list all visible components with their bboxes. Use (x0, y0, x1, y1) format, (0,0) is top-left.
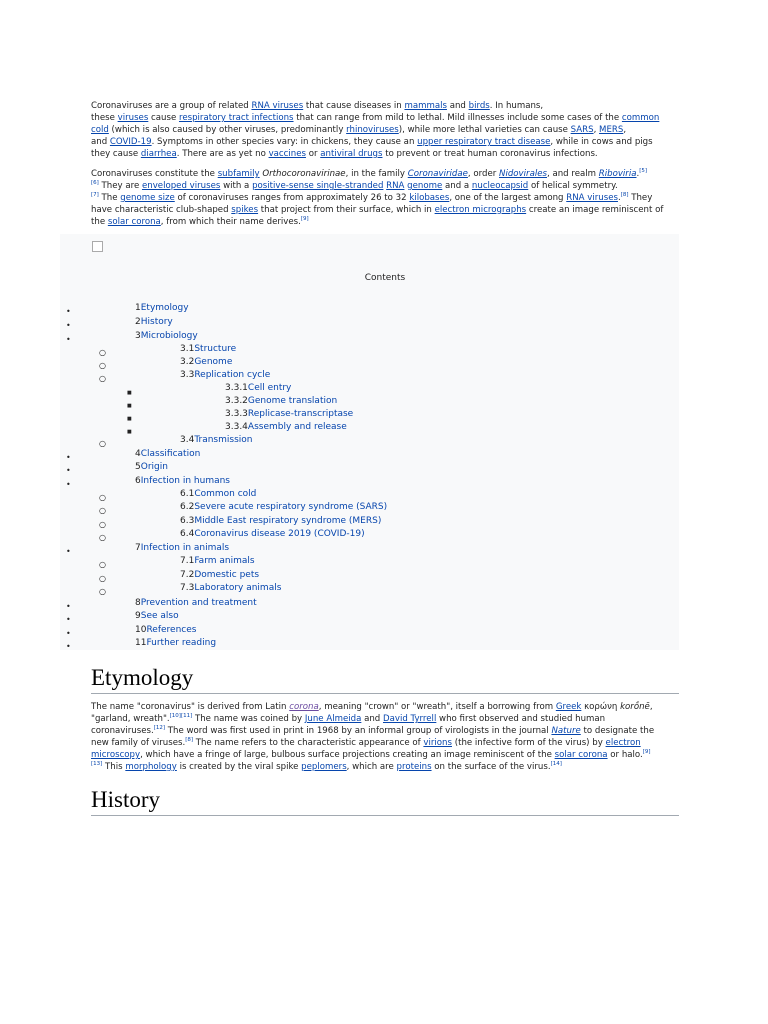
link-june-almeida[interactable]: June Almeida (304, 714, 362, 724)
toc-number: 6.2 (180, 502, 195, 512)
toc-link[interactable] (180, 489, 256, 499)
toc-number: 2 (135, 317, 141, 327)
text: Coronaviruses are a group of related (91, 101, 252, 111)
text: κορώνη (581, 702, 621, 712)
toc-link[interactable] (225, 422, 347, 432)
toc-label: Farm animals (194, 556, 255, 566)
toc-link[interactable] (180, 556, 255, 566)
link-respiratory-tract-infections[interactable]: respiratory tract infections (178, 113, 294, 123)
text: that cause diseases in (303, 101, 405, 111)
toc-bullet: • (66, 547, 71, 556)
toc-link[interactable] (225, 383, 291, 393)
text: . There are as yet no (176, 149, 269, 159)
toc-item[interactable] (180, 489, 256, 499)
text: of helical symmetry. (528, 181, 618, 191)
toc-label: Coronavirus disease 2019 (COVID-19) (194, 529, 365, 539)
link-covid-19[interactable]: COVID-19 (109, 137, 152, 147)
toc-number: 6 (135, 476, 141, 486)
toc-number: 6.1 (180, 489, 195, 499)
toc-toggle-checkbox[interactable] (92, 241, 103, 252)
text: . Symptoms in other species vary: in chickens, they cause an (151, 137, 418, 147)
toc-number: 7.2 (180, 570, 195, 580)
toc-link[interactable] (135, 317, 173, 327)
link-greek[interactable]: Greek (555, 702, 582, 712)
text: , one of the largest among (449, 193, 567, 203)
link-riboviria[interactable] (599, 169, 637, 179)
link-rna-viruses-2[interactable]: RNA viruses (566, 193, 618, 203)
link-enveloped-viruses[interactable]: enveloped viruses (141, 181, 221, 191)
toc-number: 3.4 (180, 435, 195, 445)
toc-label: Microbiology (140, 331, 198, 341)
toc-item[interactable] (180, 502, 387, 512)
toc-number: 8 (135, 598, 141, 608)
text: The word was first used in print in 1968 by an informal group of virologists in the journal (165, 726, 552, 736)
text: and (361, 714, 383, 724)
toc-item[interactable] (135, 331, 198, 341)
text: , order (467, 169, 500, 179)
text: and (91, 137, 110, 147)
text: , and realm (547, 169, 599, 179)
toc-label: Classification (140, 449, 201, 459)
toc-item[interactable] (180, 570, 259, 580)
toc-item[interactable] (225, 409, 353, 419)
link-nature[interactable] (551, 726, 580, 736)
text: , (593, 125, 600, 135)
toc-item[interactable] (180, 435, 252, 445)
toc-link[interactable] (180, 344, 236, 354)
link-genome[interactable]: genome (407, 181, 443, 191)
text: to prevent or treat human coronavirus infections. (382, 149, 598, 159)
toc-bullet: ○ (99, 348, 106, 357)
link-rna-viruses[interactable]: RNA viruses (251, 101, 304, 111)
toc-background-margin (60, 234, 91, 650)
toc-label: Genome (194, 357, 233, 367)
text: that can range from mild to lethal. Mild illnesses include some cases of the (293, 113, 622, 123)
text: have characteristic club-shaped (91, 205, 232, 215)
citation-8[interactable]: [8] (620, 192, 629, 199)
text: cause (148, 113, 179, 123)
toc-number: 3.3.3 (225, 409, 248, 419)
toc-label: Origin (140, 462, 168, 472)
toc-bullet: • (66, 629, 71, 638)
text: or halo. (607, 750, 643, 760)
toc-number: 7.1 (180, 556, 195, 566)
toc-item[interactable] (135, 638, 216, 648)
text: They are (98, 181, 142, 191)
toc-item[interactable] (180, 344, 236, 354)
text: , from which their name derives. (160, 217, 301, 227)
text: , (623, 125, 627, 135)
text: of coronaviruses ranges from approximately 26 to 32 (174, 193, 410, 203)
toc-link[interactable] (180, 516, 381, 526)
link-common-cold-2[interactable]: cold (91, 125, 109, 135)
citation-12[interactable]: [12] (153, 725, 166, 732)
toc-label: Laboratory animals (194, 583, 282, 593)
toc-item[interactable] (180, 529, 365, 539)
citation-6[interactable]: [6] (91, 180, 99, 187)
text: , which have a fringe of large, bulbous surface projections creating an image reminiscent of the (140, 750, 555, 760)
text: , meaning "crown" or "wreath", itself a borrowing from (318, 702, 556, 712)
link-nucleocapsid[interactable]: nucleocapsid (471, 181, 529, 191)
citation-10-11[interactable]: [10][11] (169, 713, 193, 720)
citation-13[interactable]: [13] (91, 761, 103, 768)
toc-item[interactable] (135, 303, 189, 313)
toc-number: 3.3 (180, 370, 195, 380)
text: with a (220, 181, 253, 191)
word-korone: korṓnē (620, 702, 650, 712)
etymology-paragraph (91, 701, 679, 773)
toc-label: Common cold (194, 489, 257, 499)
link-mers[interactable]: MERS (599, 125, 624, 135)
taxon-riboviria: Riboviria (598, 169, 637, 179)
toc-item[interactable] (180, 516, 381, 526)
link-diarrhea[interactable]: diarrhea (140, 149, 177, 159)
toc-label: Infection in humans (140, 476, 230, 486)
text: The name "coronavirus" is derived from Latin (91, 702, 290, 712)
toc-link[interactable] (135, 638, 216, 648)
text: Coronaviruses constitute the (91, 169, 218, 179)
toc-label: Infection in animals (140, 543, 230, 553)
link-coronaviridae[interactable] (408, 169, 468, 179)
toc-item[interactable] (225, 383, 291, 393)
toc-link[interactable] (135, 543, 229, 553)
toc-number: 3.3.4 (225, 422, 248, 432)
toc-number: 10 (135, 625, 147, 635)
toc-label: Severe acute respiratory syndrome (SARS) (194, 502, 388, 512)
toc-bullet: ○ (99, 574, 106, 583)
citation-7[interactable]: [7] (91, 192, 99, 199)
link-peplomers[interactable]: peplomers (301, 762, 347, 772)
toc-bullet: ■ (127, 403, 132, 409)
toc-title: Contents (364, 273, 406, 283)
word-corona: corona (289, 702, 319, 712)
toc-item[interactable] (135, 476, 230, 486)
toc-link[interactable] (135, 303, 189, 313)
toc-bullet: ○ (99, 560, 106, 569)
text: , (649, 702, 653, 712)
text: these (91, 113, 118, 123)
text: . (617, 193, 621, 203)
link-upper-respiratory-tract-disease[interactable]: upper respiratory tract disease (417, 137, 551, 147)
text: that project from their surface, which in (258, 205, 435, 215)
toc-link[interactable] (135, 476, 230, 486)
toc-label: Etymology (140, 303, 189, 313)
toc-link[interactable] (225, 409, 353, 419)
citation-5[interactable]: [5] (639, 168, 648, 175)
toc-link[interactable] (180, 583, 281, 593)
toc-item[interactable] (135, 317, 173, 327)
toc-number: 5 (135, 462, 141, 472)
toc-number: 9 (135, 611, 141, 621)
taxon-orthocoronavirinae: Orthocoronavirinae (262, 169, 346, 179)
link-virions[interactable]: virions (423, 738, 452, 748)
toc-item[interactable] (135, 462, 168, 472)
toc-number: 3.1 (180, 344, 195, 354)
link-sars[interactable]: SARS (570, 125, 594, 135)
text: , while in cows and pigs (550, 137, 653, 147)
toc-label: Structure (194, 344, 237, 354)
text: "garland, wreath". (91, 714, 170, 724)
link-electron-micrographs[interactable]: electron micrographs (434, 205, 527, 215)
intro-paragraph-1 (91, 100, 679, 160)
toc-item[interactable] (135, 598, 257, 608)
text: the (91, 217, 108, 227)
toc-bullet: • (66, 615, 71, 624)
toc-number: 3 (135, 331, 141, 341)
toc-item[interactable] (135, 543, 229, 553)
toc-item[interactable] (225, 396, 337, 406)
text: they cause (91, 149, 141, 159)
toc-item[interactable] (180, 556, 255, 566)
toc-bullet: ○ (99, 361, 106, 370)
toc-label: Further reading (146, 638, 217, 648)
text: . In humans, (489, 101, 544, 111)
text: (the infective form of the virus) by (451, 738, 606, 748)
toc-bullet: ■ (127, 416, 132, 422)
toc-bullet: • (66, 602, 71, 611)
toc-bullet: ○ (99, 439, 106, 448)
link-common-cold[interactable]: common (621, 113, 660, 123)
text: on the surface of the virus. (431, 762, 551, 772)
text: create an image reminiscent of (526, 205, 664, 215)
toc-bullet: • (66, 307, 71, 316)
toc-label: See also (140, 611, 179, 621)
toc-label: Domestic pets (194, 570, 260, 580)
toc-number: 7.3 (180, 583, 195, 593)
toc-bullet: • (66, 335, 71, 344)
toc-number: 11 (135, 638, 147, 648)
toc-link[interactable] (180, 435, 252, 445)
toc-item[interactable] (225, 422, 347, 432)
toc-number: 6.3 (180, 516, 195, 526)
toc-bullet: • (66, 480, 71, 489)
text: and a (442, 181, 472, 191)
section-heading-history: History (91, 786, 679, 816)
toc-bullet: ○ (99, 533, 106, 542)
toc-bullet: ■ (127, 429, 132, 435)
text: The (98, 193, 121, 203)
section-heading-etymology: Etymology (91, 664, 679, 694)
link-electron-microscopy[interactable]: electron (605, 738, 641, 748)
link-nidovirales[interactable] (499, 169, 547, 179)
toc-label: History (140, 317, 173, 327)
toc-link[interactable] (180, 502, 387, 512)
toc-label: Prevention and treatment (140, 598, 257, 608)
toc-link[interactable] (135, 625, 196, 635)
toc-label: Replicase-transcriptase (247, 409, 354, 419)
toc-bullet: ○ (99, 374, 106, 383)
toc-number: 6.4 (180, 529, 195, 539)
toc-bullet: • (66, 642, 71, 651)
text: coronaviruses. (91, 726, 154, 736)
toc-bullet: ○ (99, 587, 106, 596)
toc-link[interactable] (135, 331, 198, 341)
citation-9[interactable]: [9] (300, 216, 309, 223)
link-subfamily[interactable]: subfamily (217, 169, 260, 179)
toc-label: Assembly and release (247, 422, 347, 432)
toc-bullet: ○ (99, 493, 106, 502)
toc-number: 4 (135, 449, 141, 459)
toc-label: Replication cycle (194, 370, 271, 380)
toc-link[interactable] (135, 462, 168, 472)
text: or (305, 149, 321, 159)
link-solar-corona[interactable]: solar corona (107, 217, 161, 227)
link-rna[interactable]: RNA (386, 181, 405, 191)
text: to designate the (580, 726, 655, 736)
link-electron-microscopy-2[interactable]: microscopy (91, 750, 141, 760)
link-vaccines[interactable]: vaccines (268, 149, 306, 159)
toc-bullet: • (66, 453, 71, 462)
text: This (102, 762, 126, 772)
link-positive-sense[interactable]: positive-sense single-stranded (252, 181, 384, 191)
taxon-nidovirales: Nidovirales (499, 169, 547, 179)
text: The name refers to the characteristic appearance of (193, 738, 424, 748)
link-proteins[interactable]: proteins (396, 762, 432, 772)
text: who first observed and studied human (436, 714, 606, 724)
toc-item[interactable] (135, 611, 179, 621)
toc-link[interactable] (180, 570, 259, 580)
toc-bullet: ○ (99, 520, 106, 529)
toc-link[interactable] (180, 357, 232, 367)
toc-link[interactable] (135, 598, 257, 608)
toc-link[interactable] (180, 370, 270, 380)
toc-label: Genome translation (247, 396, 338, 406)
toc-item[interactable] (180, 370, 270, 380)
link-kilobases[interactable]: kilobases (409, 193, 450, 203)
toc-link[interactable] (225, 396, 337, 406)
text: They (628, 193, 653, 203)
link-corona[interactable] (289, 702, 319, 712)
intro-paragraph-2 (91, 168, 679, 228)
toc-label: Middle East respiratory syndrome (MERS) (194, 516, 382, 526)
toc-label: Transmission (194, 435, 253, 445)
journal-nature: Nature (551, 726, 581, 736)
toc-number: 3.3.1 (225, 383, 248, 393)
text: and (446, 101, 469, 111)
text: , which are (346, 762, 397, 772)
toc-label: Cell entry (247, 383, 292, 393)
link-birds[interactable]: birds (468, 101, 490, 111)
link-david-tyrrell[interactable]: David Tyrrell (383, 714, 437, 724)
link-morphology[interactable]: morphology (125, 762, 177, 772)
toc-number: 3.3.2 (225, 396, 248, 406)
toc-number: 1 (135, 303, 141, 313)
text: ), while more lethal varieties can cause (398, 125, 571, 135)
citation-9-b[interactable]: [9] (642, 749, 651, 756)
toc-item[interactable] (180, 583, 281, 593)
toc-bullet: ■ (127, 390, 132, 396)
toc-link[interactable] (180, 529, 365, 539)
toc-bullet: • (66, 466, 71, 475)
text: The name was coined by (192, 714, 305, 724)
citation-8-b[interactable]: [8] (185, 737, 193, 744)
text: new family of viruses. (91, 738, 186, 748)
toc-number: 3.2 (180, 357, 195, 367)
text: is created by the viral spike (176, 762, 302, 772)
link-antiviral-drugs[interactable]: antiviral drugs (320, 149, 383, 159)
text: , in the family (345, 169, 408, 179)
link-viruses[interactable]: viruses (117, 113, 149, 123)
toc-link[interactable] (135, 449, 200, 459)
toc-bullet: • (66, 321, 71, 330)
link-rhinoviruses[interactable]: rhinoviruses (346, 125, 399, 135)
link-mammals[interactable]: mammals (404, 101, 447, 111)
toc-number: 7 (135, 543, 141, 553)
link-genome-size[interactable]: genome size (120, 193, 175, 203)
toc-link[interactable] (135, 611, 179, 621)
toc-item[interactable] (180, 357, 232, 367)
citation-14[interactable]: [14] (550, 761, 562, 768)
toc-label: References (146, 625, 197, 635)
link-solar-corona-2[interactable]: solar corona (554, 750, 608, 760)
toc-item[interactable] (135, 625, 196, 635)
text: (which is also caused by other viruses, predominantly (108, 125, 347, 135)
toc-bullet: ○ (99, 506, 106, 515)
link-spikes[interactable]: spikes (231, 205, 259, 215)
text: . (636, 169, 640, 179)
taxon-coronaviridae: Coronaviridae (407, 169, 468, 179)
toc-item[interactable] (135, 449, 200, 459)
